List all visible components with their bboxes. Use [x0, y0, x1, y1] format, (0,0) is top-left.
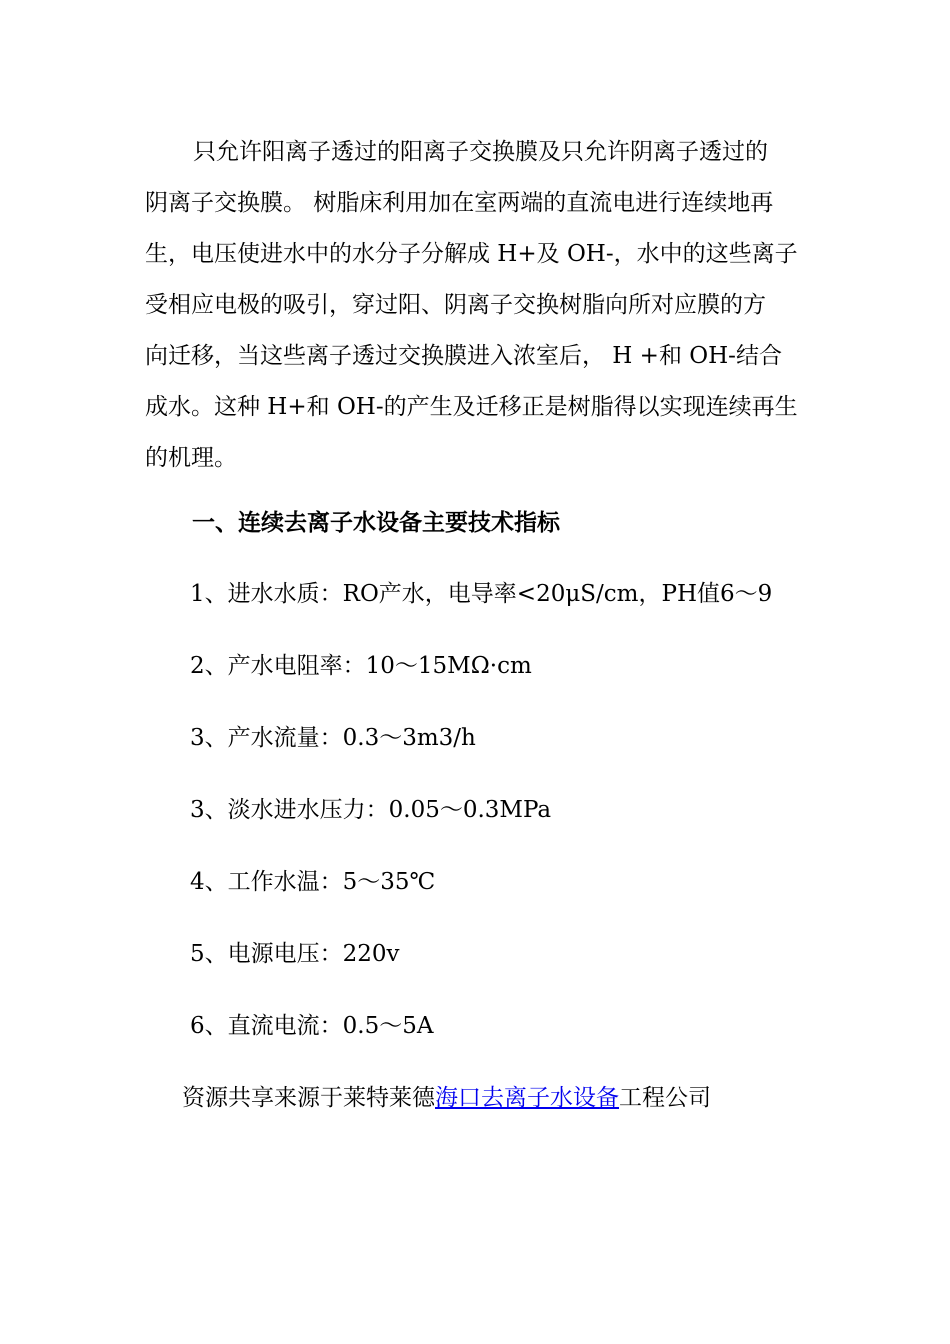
spec-item: 4、工作水温：5～35℃	[190, 869, 436, 895]
source-footer	[182, 1076, 711, 1120]
paragraph-line: 成水。这种 H+和 OH-的产生及迁移正是树脂得以实现连续再生	[145, 394, 798, 420]
intro-paragraph	[145, 130, 805, 487]
paragraph-line: 的机理。	[145, 445, 237, 471]
paragraph-line: 受相应电极的吸引，穿过阳、阴离子交换树脂向所对应膜的方	[145, 292, 766, 318]
paragraph-line: 阴离子交换膜。 树脂床利用加在室两端的直流电进行连续地再	[145, 190, 774, 216]
spec-item: 3、淡水进水压力：0.05～0.3MPa	[190, 797, 552, 823]
equipment-link[interactable]: 海口去离子水设备	[435, 1085, 619, 1111]
paragraph-line: 只允许阳离子透过的阳离子交换膜及只允许阴离子透过的	[193, 139, 768, 165]
spec-item: 3、产水流量：0.3～3m3/h	[190, 725, 476, 751]
spec-item: 6、直流电流：0.5～5A	[190, 1013, 434, 1039]
footer-suffix: 工程公司	[619, 1085, 711, 1111]
spec-item: 2、产水电阻率：10～15MΩ·cm	[190, 653, 532, 679]
paragraph-line: 生，电压使进水中的水分子分解成 H+及 OH-，水中的这些离子	[145, 241, 798, 267]
footer-prefix: 资源共享来源于莱特莱德	[182, 1085, 435, 1111]
spec-list	[190, 572, 772, 1076]
spec-item: 1、进水水质：RO产水，电导率<20μS/cm，PH值6～9	[190, 581, 773, 607]
paragraph-line: 向迁移，当这些离子透过交换膜进入浓室后， H +和 OH-结合	[145, 343, 782, 369]
section-heading: 一、连续去离子水设备主要技术指标	[192, 510, 560, 536]
spec-item: 5、电源电压：220v	[190, 941, 400, 967]
